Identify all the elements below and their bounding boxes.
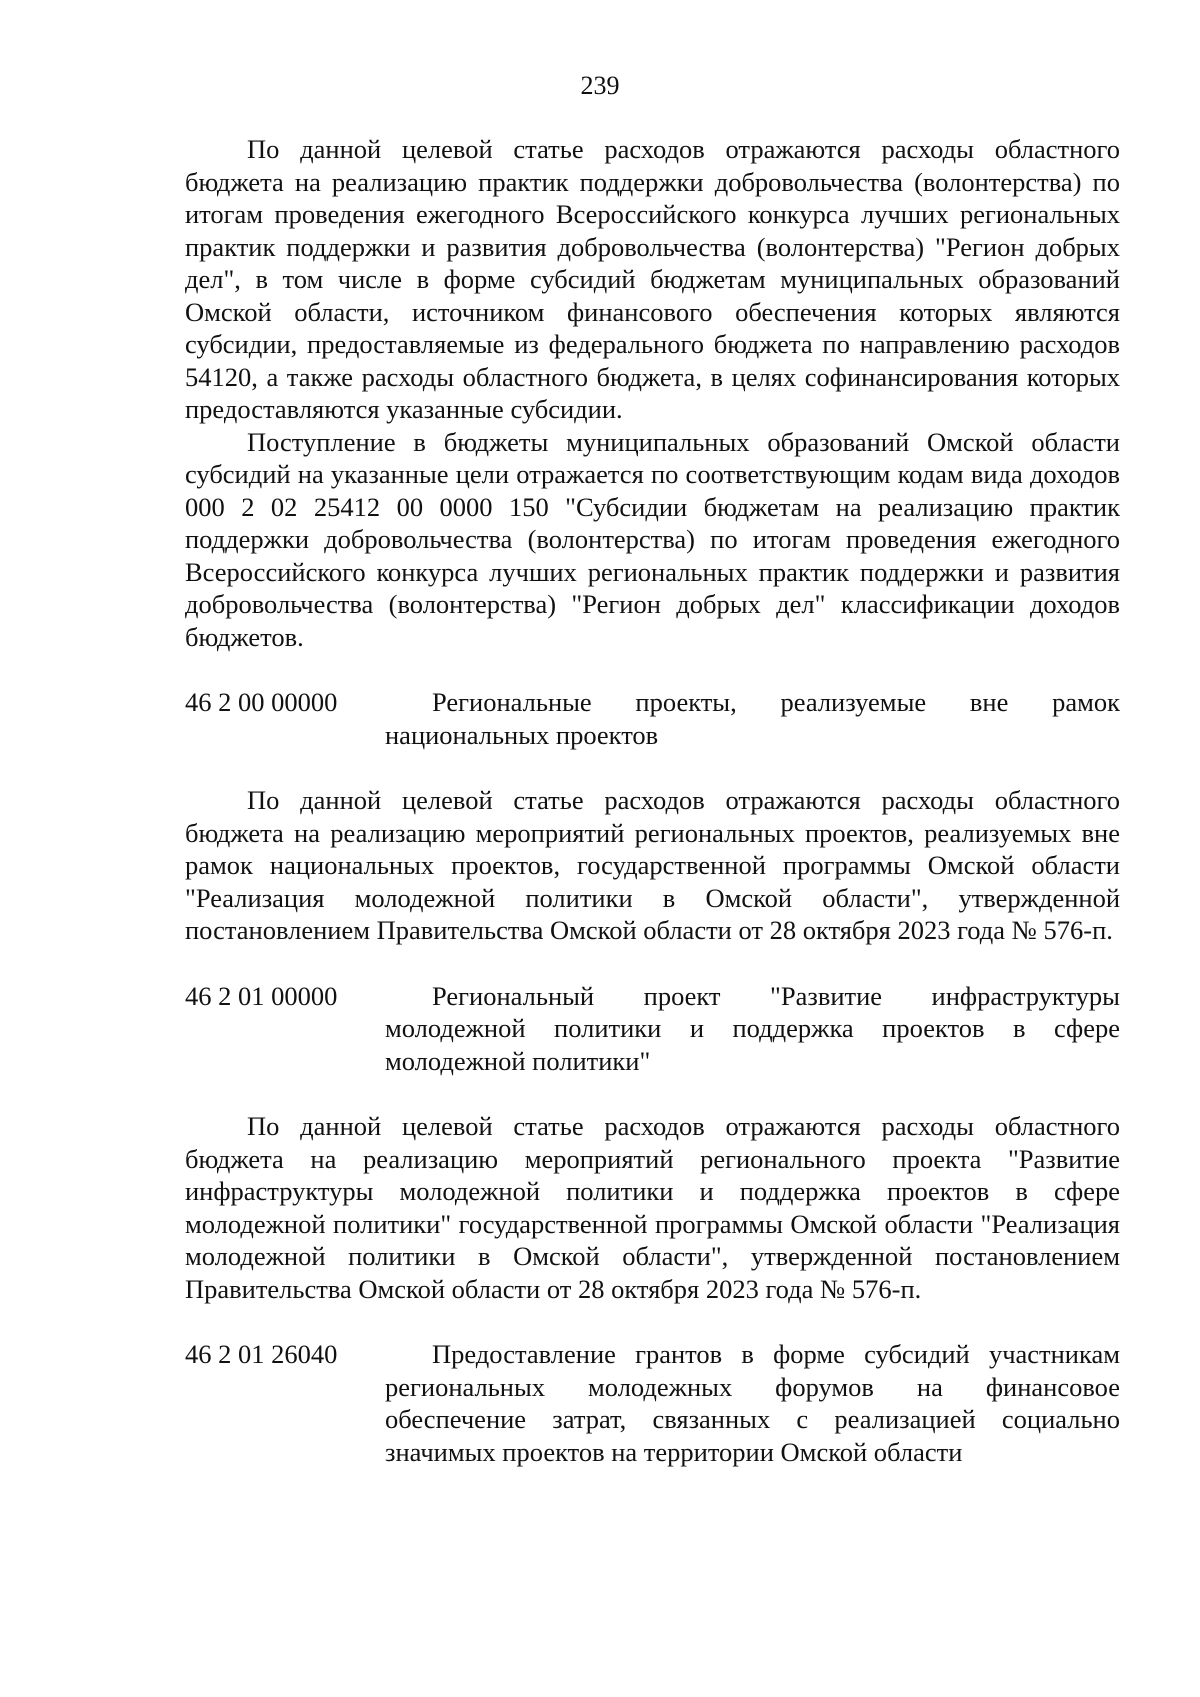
entry-title: Региональные проекты, реализуемые вне рамок национальных проектов <box>385 687 1120 750</box>
entry-code: 46 2 00 00000 <box>185 687 338 717</box>
entry-code: 46 2 01 26040 <box>185 1339 338 1369</box>
budget-entry <box>185 686 1120 751</box>
entry-code: 46 2 01 00000 <box>185 980 338 1011</box>
entry-description: По данной целевой статье расходов отражаются расходы областного бюджета на реализацию мероприятий региональных проектов, реализуемых вне рамок национальных проектов, государственной программы Омской области "Реализация молодежной политики в Омской области", утвержденной постановлением Правительства Омской области от 28 октября 2023 года № 576-п. <box>185 785 1120 945</box>
entry-title: Предоставление грантов в форме субсидий участникам региональных молодежных форумов на финансовое обеспечение затрат, связанных с реализацией социально значимых проектов на территории Омской области <box>385 1339 1120 1467</box>
entry-title: Региональный проект "Развитие инфраструктуры молодежной политики и поддержка проектов в сфере молодежной политики" <box>385 980 1120 1076</box>
budget-entry <box>185 980 1120 1078</box>
paragraph-municipal-subsidies: Поступление в бюджеты муниципальных образований Омской области субсидий на указанные цели отражается по соответствующим кодам вида доходов 000 2 02 25412 00 0000 150 "Субсидии бюджетам на реализацию практик поддержки добровольчества (волонтерства) по итогам проведения ежегодного Всероссийского конкурса лучших региональных практик поддержки и развития добровольчества (волонтерства) "Регион добрых дел" классификации доходов бюджетов. <box>185 426 1120 652</box>
paragraph-budget-expenses: По данной целевой статье расходов отражаются расходы областного бюджета на реализацию практик поддержки добровольчества (волонтерства) по итогам проведения ежегодного Всероссийского конкурса лучших региональных практик поддержки и развития добровольчества (волонтерства) "Регион добрых дел", в том числе в форме субсидий бюджетам муниципальных образований Омской области, источником финансового обеспечения которых являются субсидии, предоставляемые из федерального бюджета по направлению расходов 54120, а также расходы областного бюджета, в целях софинансирования которых предоставляются указанные субсидии. <box>185 134 1120 424</box>
budget-entry <box>185 1338 1120 1468</box>
page-number: 239 <box>580 71 620 100</box>
entry-description: По данной целевой статье расходов отражаются расходы областного бюджета на реализацию мероприятий регионального проекта "Развитие инфраструктуры молодежной политики и поддержка проектов в сфере молодежной политики" государственной программы Омской области "Реализация молодежной политики в Омской области", утвержденной постановлением Правительства Омской области от 28 октября 2023 года № 576-п. <box>185 1111 1120 1304</box>
document-body <box>185 133 1120 1468</box>
